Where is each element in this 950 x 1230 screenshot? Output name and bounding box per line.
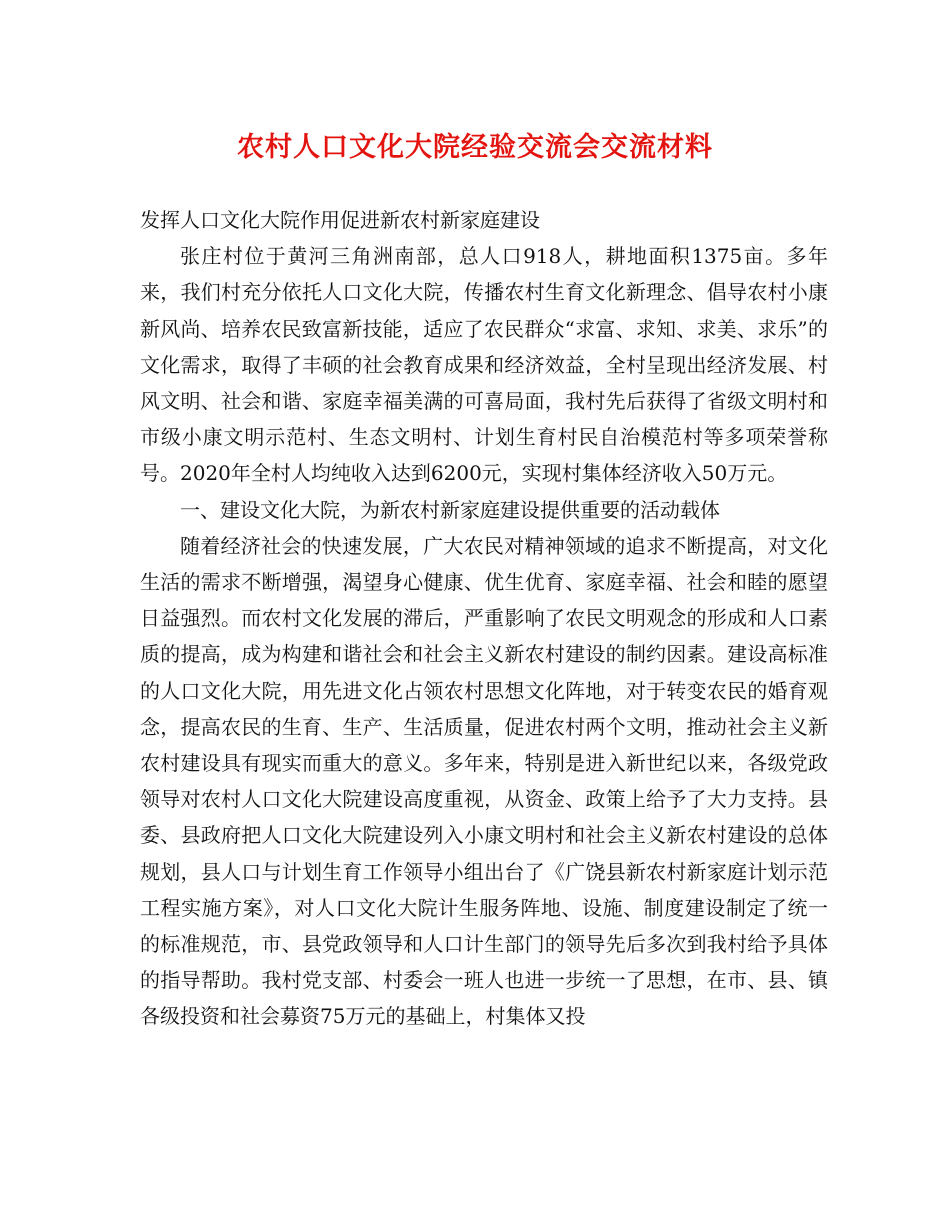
paragraph-section-1: 随着经济社会的快速发展，广大农民对精神领域的追求不断提高，对文化生活的需求不断增强，渴望身心健康、优生优育、家庭幸福、社会和睦的愿望日益强烈。而农村文化发展的滞后，严重影响了农民文明观念的形成和人口素质的提高，成为构建和谐社会和社会主义新农村建设的制约因素。建设高标准的人口文化大院，用先进文化占领农村思想文化阵地，对于转变农民的婚育观念，提高农民的生育、生产、生活质量，促进农村两个文明，推动社会主义新农村建设具有现实而重大的意义。多年来，特别是进入新世纪以来，各级党政领导对农村人口文化大院建设高度重视，从资金、政策上给予了大力支持。县委、县政府把人口文化大院建设列入小康文明村和社会主义新农村建设的总体规划，县人口与计划生育工作领导小组出台了《广饶县新农村新家庭计划示范工程实施方案》，对人口文化大院计生服务阵地、设施、制度建设制定了统一的标准规范，市、县党政领导和人口计生部门的领导先后多次到我村给予具体的指导帮助。我村党支部、村委会一班人也进一步统一了思想，在市、县、镇各级投资和社会募资75万元的基础上，村集体又投: [140, 533, 828, 1029]
document-subtitle: 发挥人口文化大院作用促进新农村新家庭建设: [140, 208, 540, 232]
paragraph-intro: 张庄村位于黄河三角洲南部，总人口918人，耕地面积1375亩。多年来，我们村充分依托人口文化大院，传播农村生育文化新理念、倡导农村小康新风尚、培养农民致富新技能，适应了农民群众“求富、求知、求美、求乐”的文化需求，取得了丰硕的社会教育成果和经济效益，全村呈现出经济发展、村风文明、社会和谐、家庭幸福美满的可喜局面，我村先后获得了省级文明村和市级小康文明示范村、生态文明村、计划生育村民自治模范村等多项荣誉称号。2020年全村人均纯收入达到6200元，实现村集体经济收入50万元。: [140, 244, 828, 486]
section-heading-1: 一、建设文化大院，为新农村新家庭建设提供重要的活动载体: [180, 497, 720, 522]
document-body: [140, 202, 828, 1035]
document-title: 农村人口文化大院经验交流会交流材料: [237, 132, 713, 163]
